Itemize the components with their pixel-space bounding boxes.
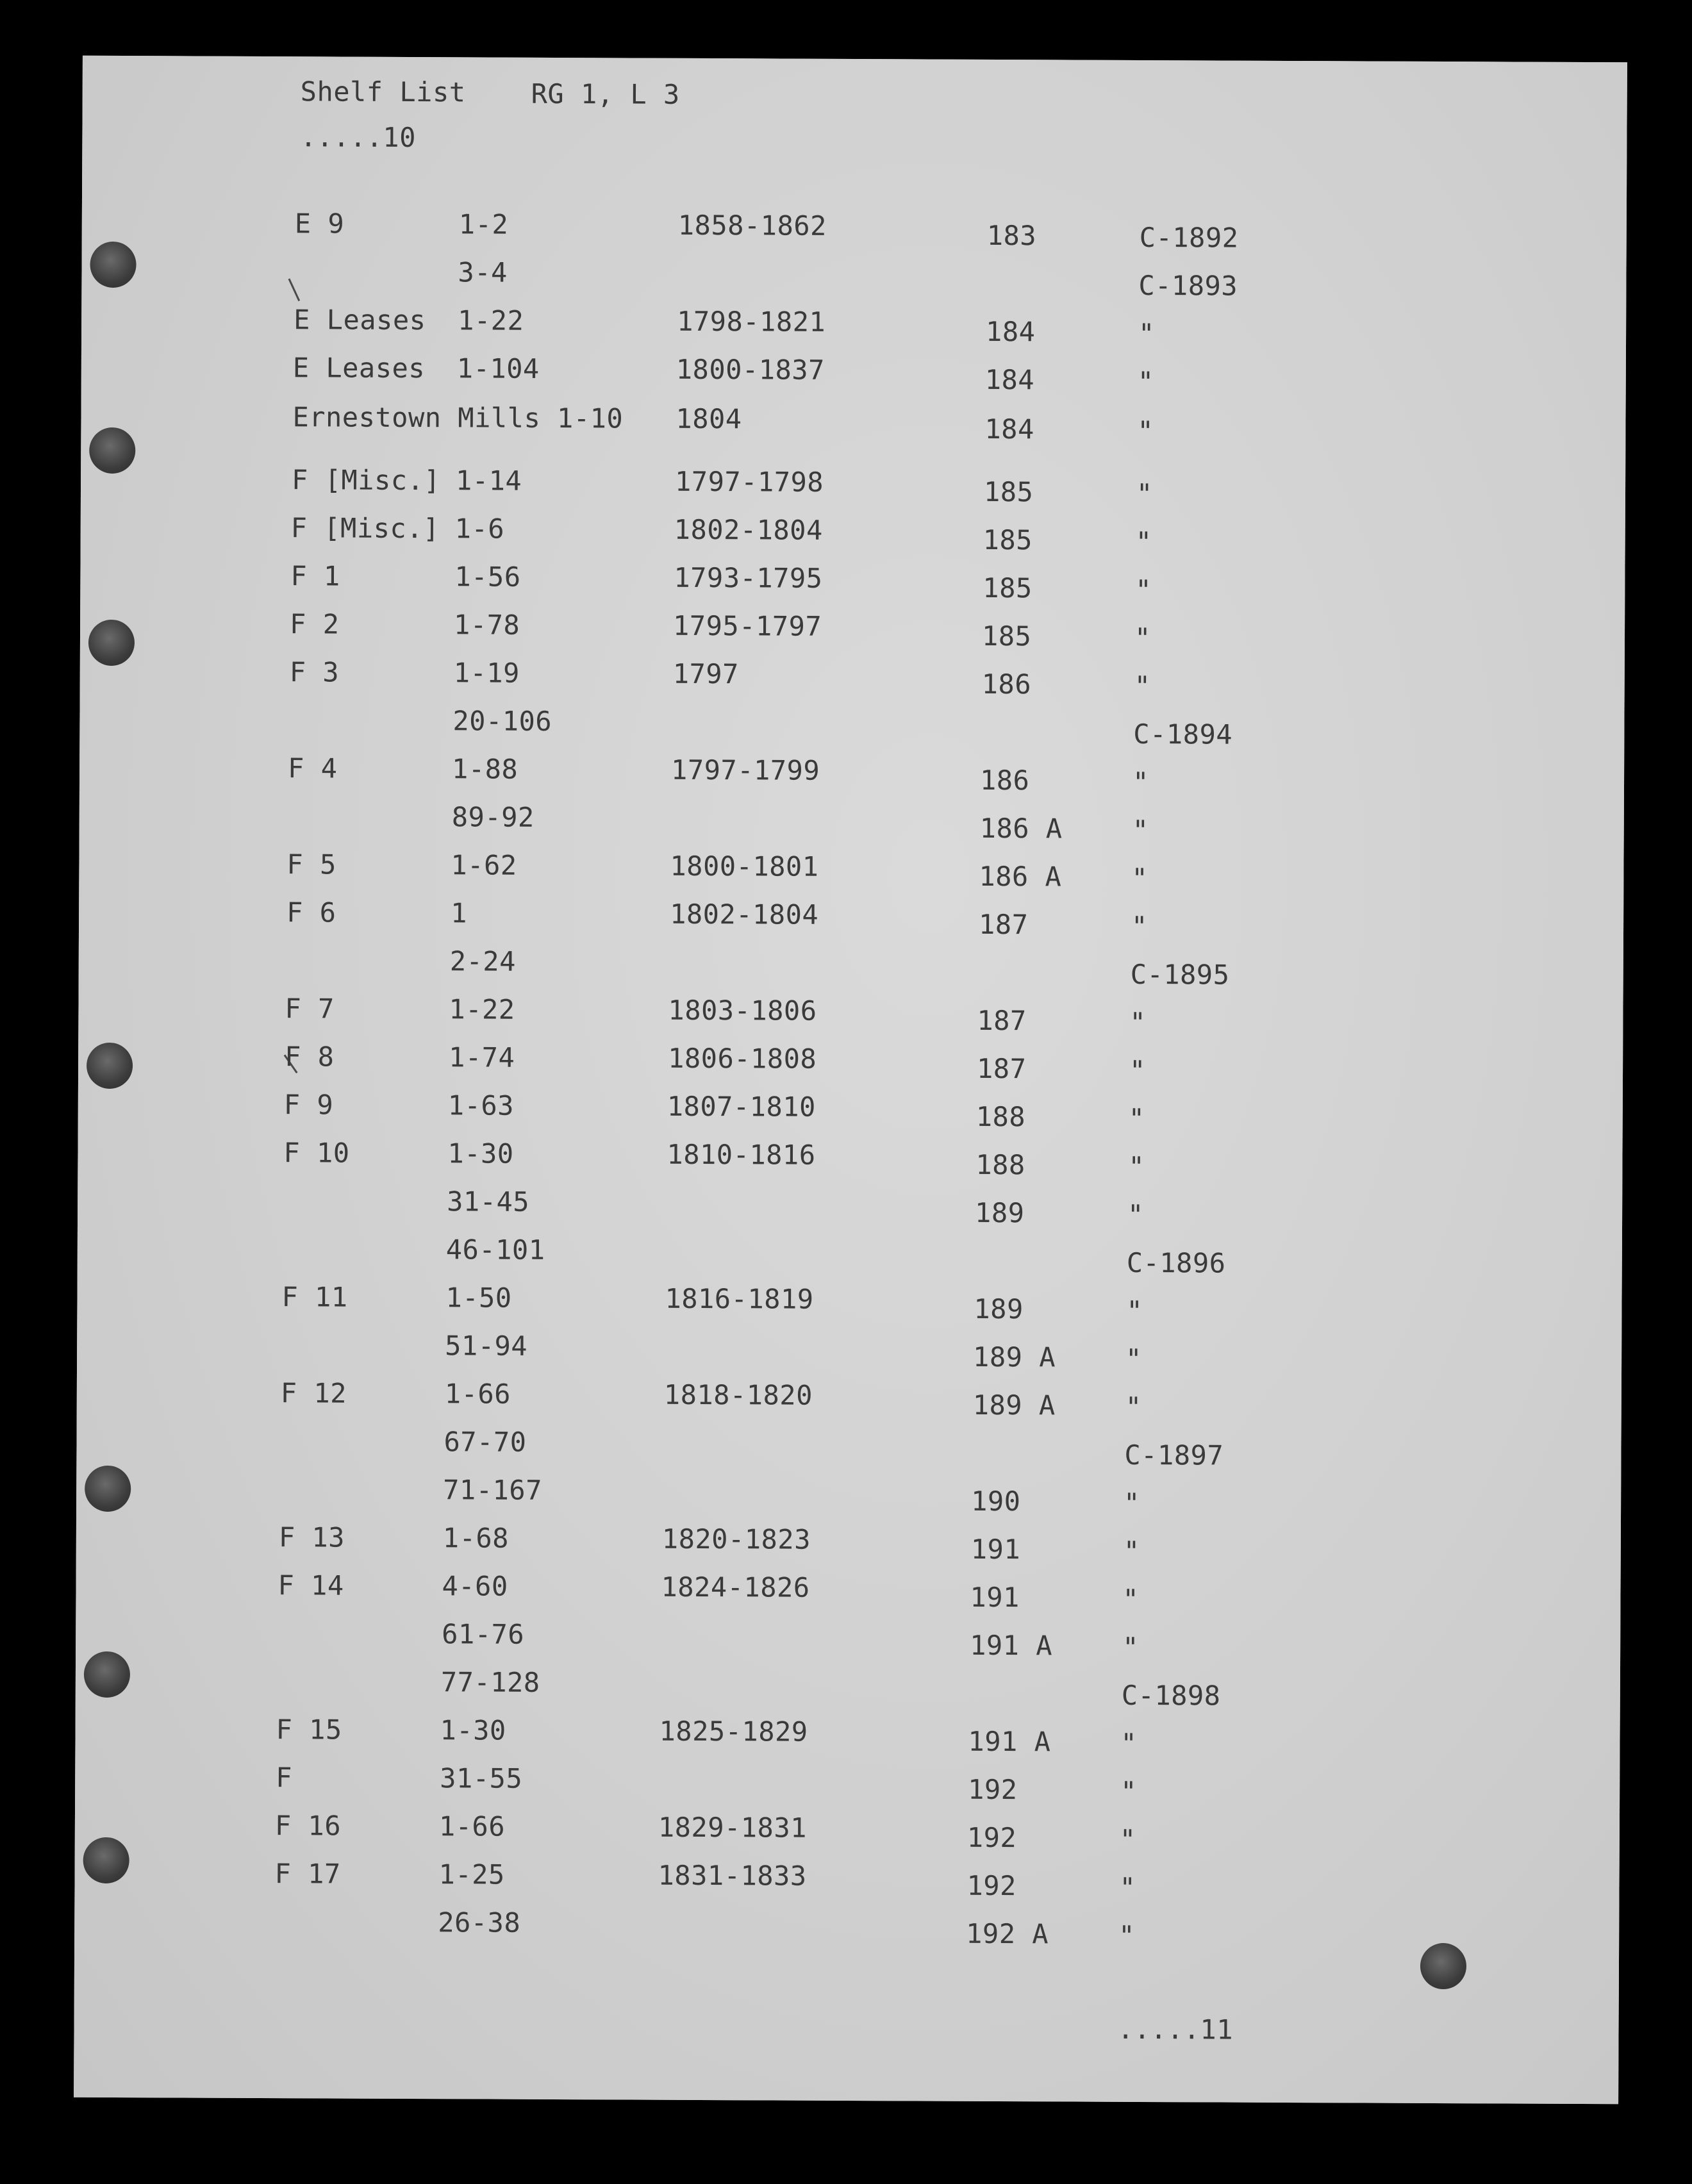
cell-box: 184 — [984, 363, 1035, 396]
punch-hole — [1420, 1943, 1466, 1989]
cell-dates: 1804 — [676, 402, 742, 435]
cell-box: 184 — [985, 315, 1036, 348]
cell-items: 67-70 — [444, 1426, 527, 1458]
cell-items: 1-56 — [454, 561, 521, 593]
cell-dates: 1831-1833 — [658, 1859, 807, 1892]
cell-dates: 1820-1823 — [661, 1523, 811, 1555]
previous-page-marker: .....10 — [300, 121, 417, 154]
cell-series: F 16 — [274, 1810, 342, 1842]
cell-items: 1-62 — [451, 849, 517, 881]
cell-items: 3-4 — [458, 256, 508, 288]
cell-items: 1-66 — [444, 1378, 511, 1410]
cell-items: 2-24 — [449, 945, 517, 977]
cell-reference: " — [1122, 1583, 1140, 1615]
cell-series: E Leases — [294, 304, 426, 336]
cell-items: 1-14 — [455, 465, 522, 497]
cell-series: F 12 — [280, 1377, 347, 1409]
cell-series: F 5 — [286, 848, 336, 881]
cell-dates: 1798-1821 — [677, 305, 826, 338]
cell-reference: C-1893 — [1138, 269, 1238, 302]
cell-series: F 13 — [278, 1521, 345, 1553]
cell-box: 185 — [983, 524, 1033, 556]
cell-dates: 1797-1798 — [674, 465, 824, 498]
cell-reference: C-1896 — [1126, 1246, 1226, 1279]
cell-reference: C-1892 — [1139, 221, 1239, 254]
cell-box: 192 A — [966, 1917, 1049, 1950]
cell-items: 1-88 — [452, 753, 518, 785]
cell-box: 187 — [978, 908, 1029, 941]
cell-items: 1-6 — [454, 513, 505, 545]
cell-box: 188 — [975, 1100, 1026, 1133]
cell-dates: 1829-1831 — [658, 1811, 808, 1844]
cell-reference: " — [1131, 910, 1148, 943]
cell-items: 77-128 — [440, 1666, 540, 1698]
cell-items: 1-30 — [440, 1714, 506, 1746]
cell-box: 189 A — [973, 1341, 1056, 1373]
cell-reference: " — [1119, 1871, 1136, 1903]
cell-reference: " — [1129, 1006, 1147, 1039]
cell-reference: " — [1132, 814, 1149, 847]
cell-dates: 1807-1810 — [667, 1090, 817, 1123]
next-page-marker: .....11 — [1117, 2013, 1234, 2046]
punch-hole — [84, 1651, 130, 1698]
cell-series: E Leases — [292, 352, 426, 385]
cell-reference: C-1895 — [1130, 958, 1230, 991]
cell-reference: " — [1135, 525, 1152, 558]
cell-items: 31-45 — [447, 1186, 530, 1218]
cell-box: 183 — [986, 219, 1037, 252]
punch-hole — [88, 620, 135, 666]
cell-series: F [Misc.] — [291, 464, 441, 497]
cell-dates: 1825-1829 — [659, 1715, 808, 1748]
cell-reference: C-1897 — [1124, 1439, 1224, 1471]
cell-items: 1-2 — [458, 208, 509, 240]
cell-reference: " — [1124, 1487, 1141, 1519]
punch-hole — [90, 242, 136, 288]
cell-items: 1-25 — [438, 1858, 505, 1890]
cell-series: F 17 — [274, 1858, 341, 1890]
cell-box: 184 — [984, 413, 1034, 445]
cell-items: 1-78 — [453, 609, 520, 641]
cell-items: 1 — [451, 897, 468, 929]
header-record-group: RG 1, L 3 — [531, 78, 680, 110]
cell-reference: " — [1137, 365, 1154, 398]
cell-reference: " — [1134, 622, 1151, 654]
cell-items: 61-76 — [442, 1618, 525, 1650]
cell-items: 1-19 — [453, 657, 520, 689]
cell-dates: 1816-1819 — [665, 1282, 814, 1315]
cell-box: 186 — [981, 668, 1032, 700]
cell-dates: 1802-1804 — [674, 513, 823, 546]
cell-items: 26-38 — [438, 1907, 521, 1939]
punch-hole — [89, 427, 135, 474]
cell-items: 1-30 — [447, 1138, 514, 1170]
cell-series: F 11 — [281, 1281, 348, 1313]
pencil-mark — [288, 278, 301, 301]
cell-dates: 1858-1862 — [677, 209, 827, 242]
cell-reference: " — [1134, 670, 1151, 702]
cell-box: 185 — [981, 620, 1032, 652]
punch-hole — [83, 1837, 129, 1883]
cell-series: F — [276, 1762, 293, 1794]
cell-series: F 3 — [289, 656, 340, 688]
cell-reference: " — [1132, 766, 1149, 798]
cell-box: 187 — [977, 1004, 1027, 1037]
cell-items: 1-66 — [438, 1810, 506, 1842]
cell-series: F [Misc.] — [290, 512, 440, 545]
punch-hole — [87, 1043, 133, 1089]
cell-box: 191 — [970, 1533, 1021, 1566]
cell-box: 189 A — [972, 1389, 1056, 1421]
cell-reference: " — [1125, 1343, 1143, 1375]
cell-series: Ernestown Mills 1-10 — [292, 401, 624, 434]
cell-series: F 9 — [283, 1089, 334, 1121]
cell-series: E 9 — [294, 208, 345, 240]
cell-items: 1-50 — [445, 1282, 512, 1314]
cell-dates: 1802-1804 — [670, 898, 819, 931]
cell-series: F 10 — [283, 1137, 350, 1169]
punch-hole — [85, 1466, 131, 1512]
paper-sheet — [74, 56, 1627, 2104]
cell-series: F 6 — [286, 897, 336, 929]
cell-items: 20-106 — [452, 705, 552, 737]
cell-box: 185 — [983, 572, 1033, 604]
cell-reference: C-1894 — [1133, 718, 1233, 750]
cell-box: 188 — [975, 1148, 1025, 1181]
cell-items: 1-63 — [447, 1089, 515, 1121]
cell-reference: " — [1137, 415, 1154, 447]
cell-series: F 8 — [285, 1041, 335, 1073]
cell-reference: " — [1128, 1102, 1145, 1135]
cell-box: 192 — [966, 1869, 1016, 1902]
cell-series: F 7 — [285, 993, 335, 1025]
cell-items: 1-104 — [456, 352, 540, 385]
cell-reference: " — [1138, 317, 1155, 350]
cell-items: 46-101 — [445, 1234, 545, 1266]
cell-box: 185 — [983, 476, 1034, 508]
cell-reference: " — [1122, 1631, 1140, 1663]
cell-dates: 1793-1795 — [674, 561, 823, 594]
cell-items: 1-74 — [449, 1041, 515, 1073]
cell-series: F 1 — [290, 560, 340, 592]
cell-series: F 2 — [289, 608, 340, 640]
cell-box: 192 — [966, 1821, 1017, 1854]
cell-reference: " — [1125, 1391, 1142, 1423]
cell-dates: 1818-1820 — [663, 1378, 813, 1411]
cell-items: 71-167 — [443, 1474, 543, 1506]
cell-box: 191 — [970, 1581, 1020, 1614]
cell-dates: 1800-1837 — [676, 353, 825, 386]
cell-reference: " — [1129, 1054, 1146, 1087]
cell-dates: 1803-1806 — [668, 994, 817, 1027]
cell-box: 190 — [971, 1485, 1021, 1518]
cell-items: 4-60 — [442, 1570, 508, 1602]
cell-reference: C-1898 — [1121, 1679, 1221, 1712]
cell-reference: " — [1118, 1919, 1136, 1951]
cell-dates: 1797 — [672, 658, 740, 690]
cell-box: 186 — [979, 764, 1030, 797]
cell-dates: 1806-1808 — [668, 1042, 817, 1075]
cell-reference: " — [1128, 1150, 1145, 1183]
cell-reference: " — [1127, 1198, 1144, 1230]
cell-box: 192 — [968, 1773, 1018, 1806]
cell-items: 1-68 — [442, 1522, 510, 1554]
cell-items: 89-92 — [451, 801, 535, 833]
cell-dates: 1795-1797 — [672, 609, 822, 642]
cell-box: 186 A — [979, 812, 1063, 845]
header-title: Shelf List — [300, 76, 466, 108]
cell-items: 31-55 — [440, 1762, 523, 1794]
cell-box: 187 — [976, 1052, 1027, 1085]
cell-box: 186 A — [979, 860, 1062, 893]
cell-dates: 1800-1801 — [670, 850, 819, 882]
cell-box: 189 — [974, 1293, 1024, 1325]
cell-items: 1-22 — [449, 993, 515, 1025]
cell-dates: 1810-1816 — [667, 1138, 816, 1171]
cell-reference: " — [1135, 574, 1152, 606]
cell-items: 1-22 — [458, 304, 524, 336]
cell-reference: " — [1119, 1823, 1136, 1855]
cell-dates: 1797-1799 — [671, 754, 820, 786]
cell-series: F 14 — [278, 1569, 344, 1601]
cell-reference: " — [1123, 1535, 1140, 1567]
cell-reference: " — [1131, 862, 1149, 895]
cell-reference: " — [1120, 1727, 1138, 1759]
cell-dates: 1824-1826 — [661, 1571, 810, 1603]
cell-box: 191 A — [970, 1629, 1053, 1662]
cell-box: 189 — [974, 1196, 1025, 1229]
cell-series: F 15 — [276, 1714, 342, 1746]
cell-items: 51-94 — [445, 1330, 528, 1362]
cell-reference: " — [1136, 477, 1153, 510]
cell-series: F 4 — [288, 752, 338, 784]
cell-box: 191 A — [968, 1725, 1051, 1758]
cell-reference: " — [1126, 1295, 1143, 1327]
cell-reference: " — [1120, 1775, 1138, 1807]
